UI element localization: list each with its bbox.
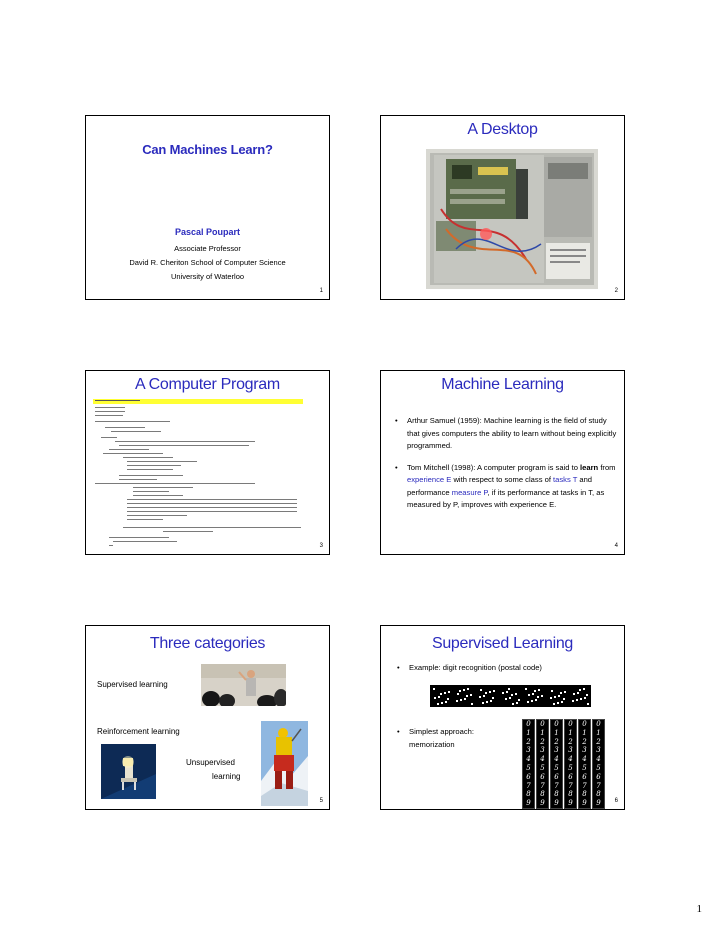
bullet-digit-recognition: • Example: digit recognition (postal code) xyxy=(397,662,622,675)
label-unsupervised-2: learning xyxy=(212,772,241,781)
digit-glyph: 5 xyxy=(526,764,531,772)
digit-glyph: 0 xyxy=(554,720,559,728)
bullet-tom-mitchell: • Tom Mitchell (1998): A computer program is said to learn from experience E with respect to some class of tasks T and performance measure P, if its performance at tasks in T, as measured by P, improves with experience E. xyxy=(395,462,620,512)
digit-glyph: 6 xyxy=(540,772,545,781)
slide-title: Supervised Learning xyxy=(431,635,574,652)
digit-glyph: 2 xyxy=(596,737,601,746)
digit-glyph: 1 xyxy=(554,728,559,737)
slide-4 xyxy=(380,370,625,555)
desktop-computer-photo xyxy=(426,149,598,289)
digit-glyph: 4 xyxy=(596,755,601,764)
digit-glyph: 9 xyxy=(582,799,587,808)
digit-glyph: 2 xyxy=(554,737,559,746)
digit-glyph: 8 xyxy=(526,790,531,799)
digit-glyph: 3 xyxy=(596,746,601,755)
digit-glyph: 6 xyxy=(554,772,559,781)
digit-glyph: 4 xyxy=(582,755,587,764)
digit-glyph: 8 xyxy=(568,790,573,799)
digit-glyph: 3 xyxy=(568,746,573,755)
digit-glyph: 5 xyxy=(596,764,601,772)
bullet-list xyxy=(395,415,620,512)
digit-glyph: 6 xyxy=(568,772,573,781)
digit-glyph: 1 xyxy=(596,728,601,737)
digit-glyph: 5 xyxy=(540,764,545,772)
slide-title: Machine Learning xyxy=(441,376,564,393)
slide-number: 3 xyxy=(319,543,323,549)
author-university: University of Waterloo xyxy=(170,272,245,281)
digit-glyph: 7 xyxy=(596,781,601,790)
source-code-screenshot xyxy=(93,399,306,549)
digit-glyph: 7 xyxy=(540,781,545,790)
slide-number: 5 xyxy=(319,798,323,804)
slide-1 xyxy=(85,115,330,300)
slide-number: 6 xyxy=(614,798,618,804)
label-supervised-learning: Supervised learning xyxy=(97,680,168,689)
slide-title: A Desktop xyxy=(467,121,538,138)
slide-3 xyxy=(85,370,330,555)
robot-dog-photo xyxy=(101,744,156,799)
digit-glyph: 2 xyxy=(568,737,573,746)
digit-glyph: 7 xyxy=(582,781,587,790)
digit-glyph: 4 xyxy=(568,755,573,764)
digit-glyph: 1 xyxy=(540,728,545,737)
digit-glyph: 7 xyxy=(554,781,559,790)
slide-6 xyxy=(380,625,625,810)
digit-glyph: 7 xyxy=(568,781,573,790)
digit-glyph: 6 xyxy=(582,772,587,781)
digit-glyph: 4 xyxy=(526,755,531,764)
digit-glyph: 2 xyxy=(526,737,531,746)
bullet-list xyxy=(397,662,622,675)
bullet-list-2 xyxy=(397,726,517,751)
digit-glyph: 0 xyxy=(596,720,601,728)
digit-glyph: 9 xyxy=(526,799,531,808)
digit-glyph: 0 xyxy=(568,720,573,728)
digit-glyph: 8 xyxy=(540,790,545,799)
bullet-simplest-approach: • Simplest approach: memorization xyxy=(397,726,517,751)
digit-glyph: 8 xyxy=(554,790,559,799)
digit-glyph: 8 xyxy=(582,790,587,799)
digit-glyph: 8 xyxy=(596,790,601,799)
digit-glyph: 3 xyxy=(526,746,531,755)
slide-2 xyxy=(380,115,625,300)
bullet-arthur-samuel: • Arthur Samuel (1959): Machine learning is the field of study that gives computers the ability to learn without being explicitly programmed. xyxy=(395,415,620,453)
digit-glyph: 0 xyxy=(526,720,531,728)
digit-glyph: 3 xyxy=(554,746,559,755)
page-number: 1 xyxy=(696,903,702,915)
digit-glyph: 1 xyxy=(526,728,531,737)
digit-glyph: 2 xyxy=(582,737,587,746)
slide-5 xyxy=(85,625,330,810)
digit-glyph: 0 xyxy=(540,720,545,728)
slide-number: 2 xyxy=(614,288,618,294)
author-name: Pascal Poupart xyxy=(174,227,241,237)
slide-title: A Computer Program xyxy=(135,376,280,393)
slide-number: 1 xyxy=(319,288,323,294)
author-position: Associate Professor xyxy=(174,244,241,253)
handwritten-digits-image xyxy=(520,719,607,809)
label-reinforcement-learning: Reinforcement learning xyxy=(97,727,180,736)
digit-glyph: 6 xyxy=(596,772,601,781)
digit-glyph: 9 xyxy=(596,799,601,808)
digit-glyph: 2 xyxy=(540,737,545,746)
digit-glyph: 3 xyxy=(540,746,545,755)
label-unsupervised-1: Unsupervised xyxy=(186,758,235,767)
climber-photo xyxy=(261,721,308,806)
slide-title: Can Machines Learn? xyxy=(142,142,273,157)
digit-glyph: 7 xyxy=(526,781,531,790)
digit-glyph: 9 xyxy=(568,799,573,808)
digit-strip-image xyxy=(430,685,592,707)
digit-glyph: 3 xyxy=(582,746,587,755)
digit-glyph: 5 xyxy=(582,764,587,772)
digit-glyph: 6 xyxy=(526,772,531,781)
slide-number: 4 xyxy=(614,543,618,549)
digit-glyph: 1 xyxy=(568,728,573,737)
digit-glyph: 5 xyxy=(568,764,573,772)
digit-glyph: 9 xyxy=(540,799,545,808)
author-school: David R. Cheriton School of Computer Science xyxy=(129,258,286,267)
digit-glyph: 1 xyxy=(582,728,587,737)
digit-glyph: 4 xyxy=(554,755,559,764)
classroom-photo xyxy=(201,664,286,706)
digit-glyph: 9 xyxy=(554,799,559,808)
digit-glyph: 5 xyxy=(554,764,559,772)
slide-title: Three categories xyxy=(149,635,266,652)
digit-glyph: 0 xyxy=(582,720,587,728)
digit-glyph: 4 xyxy=(540,755,545,764)
